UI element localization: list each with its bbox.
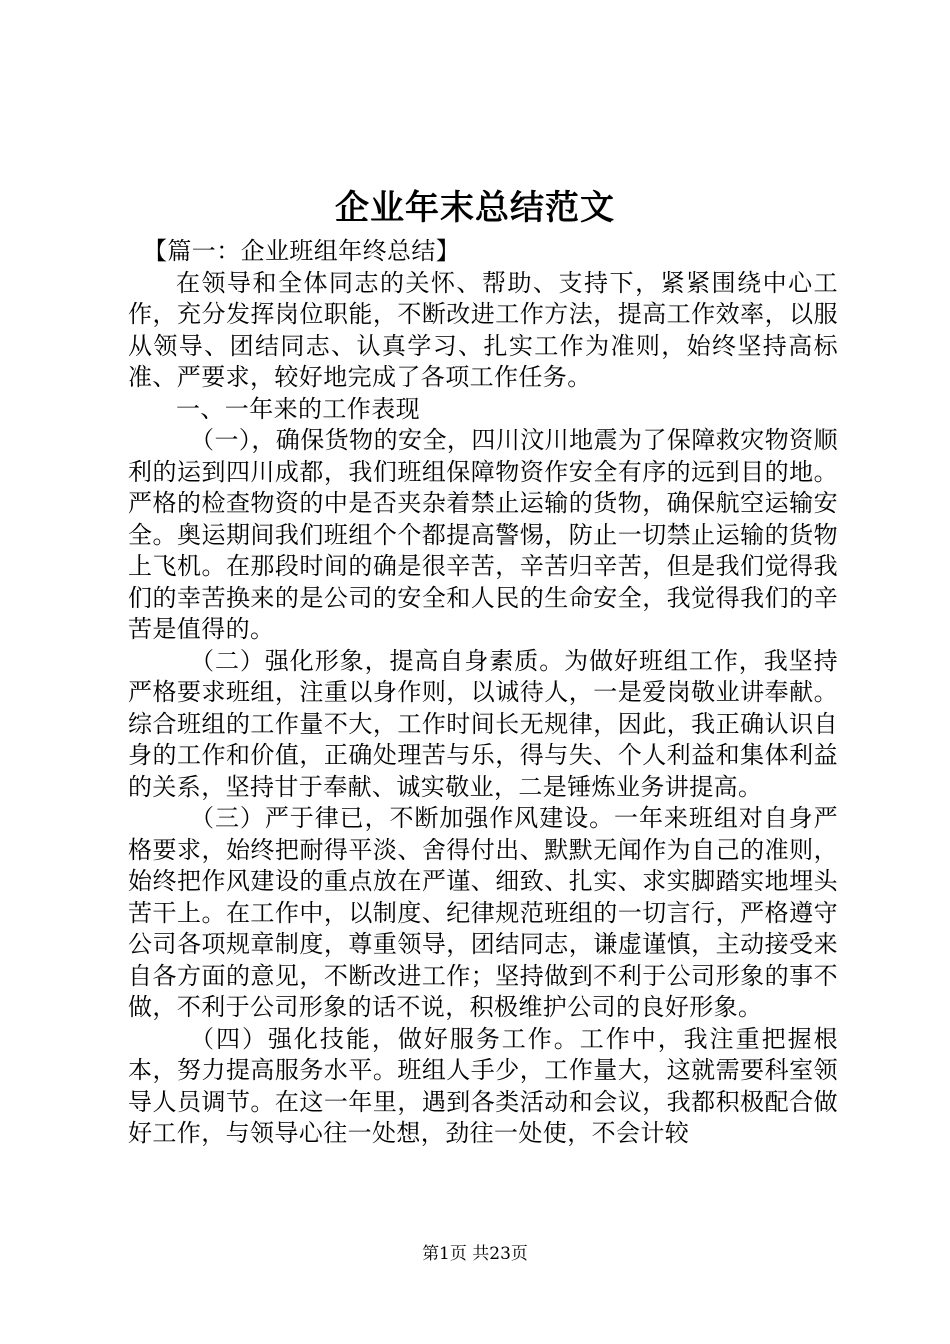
paragraph-3: （三）严于律已，不断加强作风建设。一年来班组对自身严格要求，始终把耐得平淡、舍得付出、默默无闻作为自己的准则，始终把作风建设的重点放在严谨、细致、扎实、求实脚踏实地埋头苦干上。在工作中，以制度、纪律规范班组的一切言行，严格遵守公司各项规章制度，尊重领导，团结同志，谦虚谨慎，主动接受来自各方面的意见，不断改进工作；坚持做到不利于公司形象的事不做，不利于公司形象的话不说，积极维护公司的良好形象。: [128, 804, 838, 1021]
document-title: 企业年末总结范文: [335, 188, 615, 228]
paragraph-1: （一），确保货物的安全，四川汶川地震为了保障救灾物资顺利的运到四川成都，我们班组保障物资作安全有序的远到目的地。严格的检查物资的中是否夹杂着禁止运输的货物，确保航空运输安全。奥运期间我们班组个个都提高警惕，防止一切禁止运输的货物上飞机。在那段时间的确是很辛苦，辛苦归辛苦，但是我们觉得我们的幸苦换来的是公司的安全和人民的生命安全，我觉得我们的辛苦是值得的。: [128, 426, 838, 643]
paragraph-4: （四）强化技能，做好服务工作。工作中，我注重把握根本，努力提高服务水平。班组人手少，工作量大，这就需要科室领导人员调节。在这一年里，遇到各类活动和会议，我都积极配合做好工作，与领导心往一处想，劲往一处使，不会计较: [128, 1024, 838, 1147]
page-footer: 第1页 共23页: [422, 1244, 528, 1264]
section-heading: 一、一年来的工作表现: [176, 394, 420, 423]
section-title: 【篇一：企业班组年终总结】: [143, 237, 461, 265]
document-body: [128, 236, 838, 1150]
intro-paragraph: 在领导和全体同志的关怀、帮助、支持下，紧紧围绕中心工作，充分发挥岗位职能，不断改进工作方法，提高工作效率，以服从领导、团结同志、认真学习、扎实工作为准则，始终坚持高标准、严要求，较好地完成了各项工作任务。: [128, 268, 838, 391]
paragraph-2: （二）强化形象，提高自身素质。为做好班组工作，我坚持严格要求班组，注重以身作则，以诚待人，一是爱岗敬业讲奉献。综合班组的工作量不大，工作时间长无规律，因此，我正确认识自身的工作和价值，正确处理苦与乐，得与失、个人利益和集体利益的关系，坚持甘于奉献、诚实敬业，二是锤炼业务讲提高。: [128, 646, 838, 801]
